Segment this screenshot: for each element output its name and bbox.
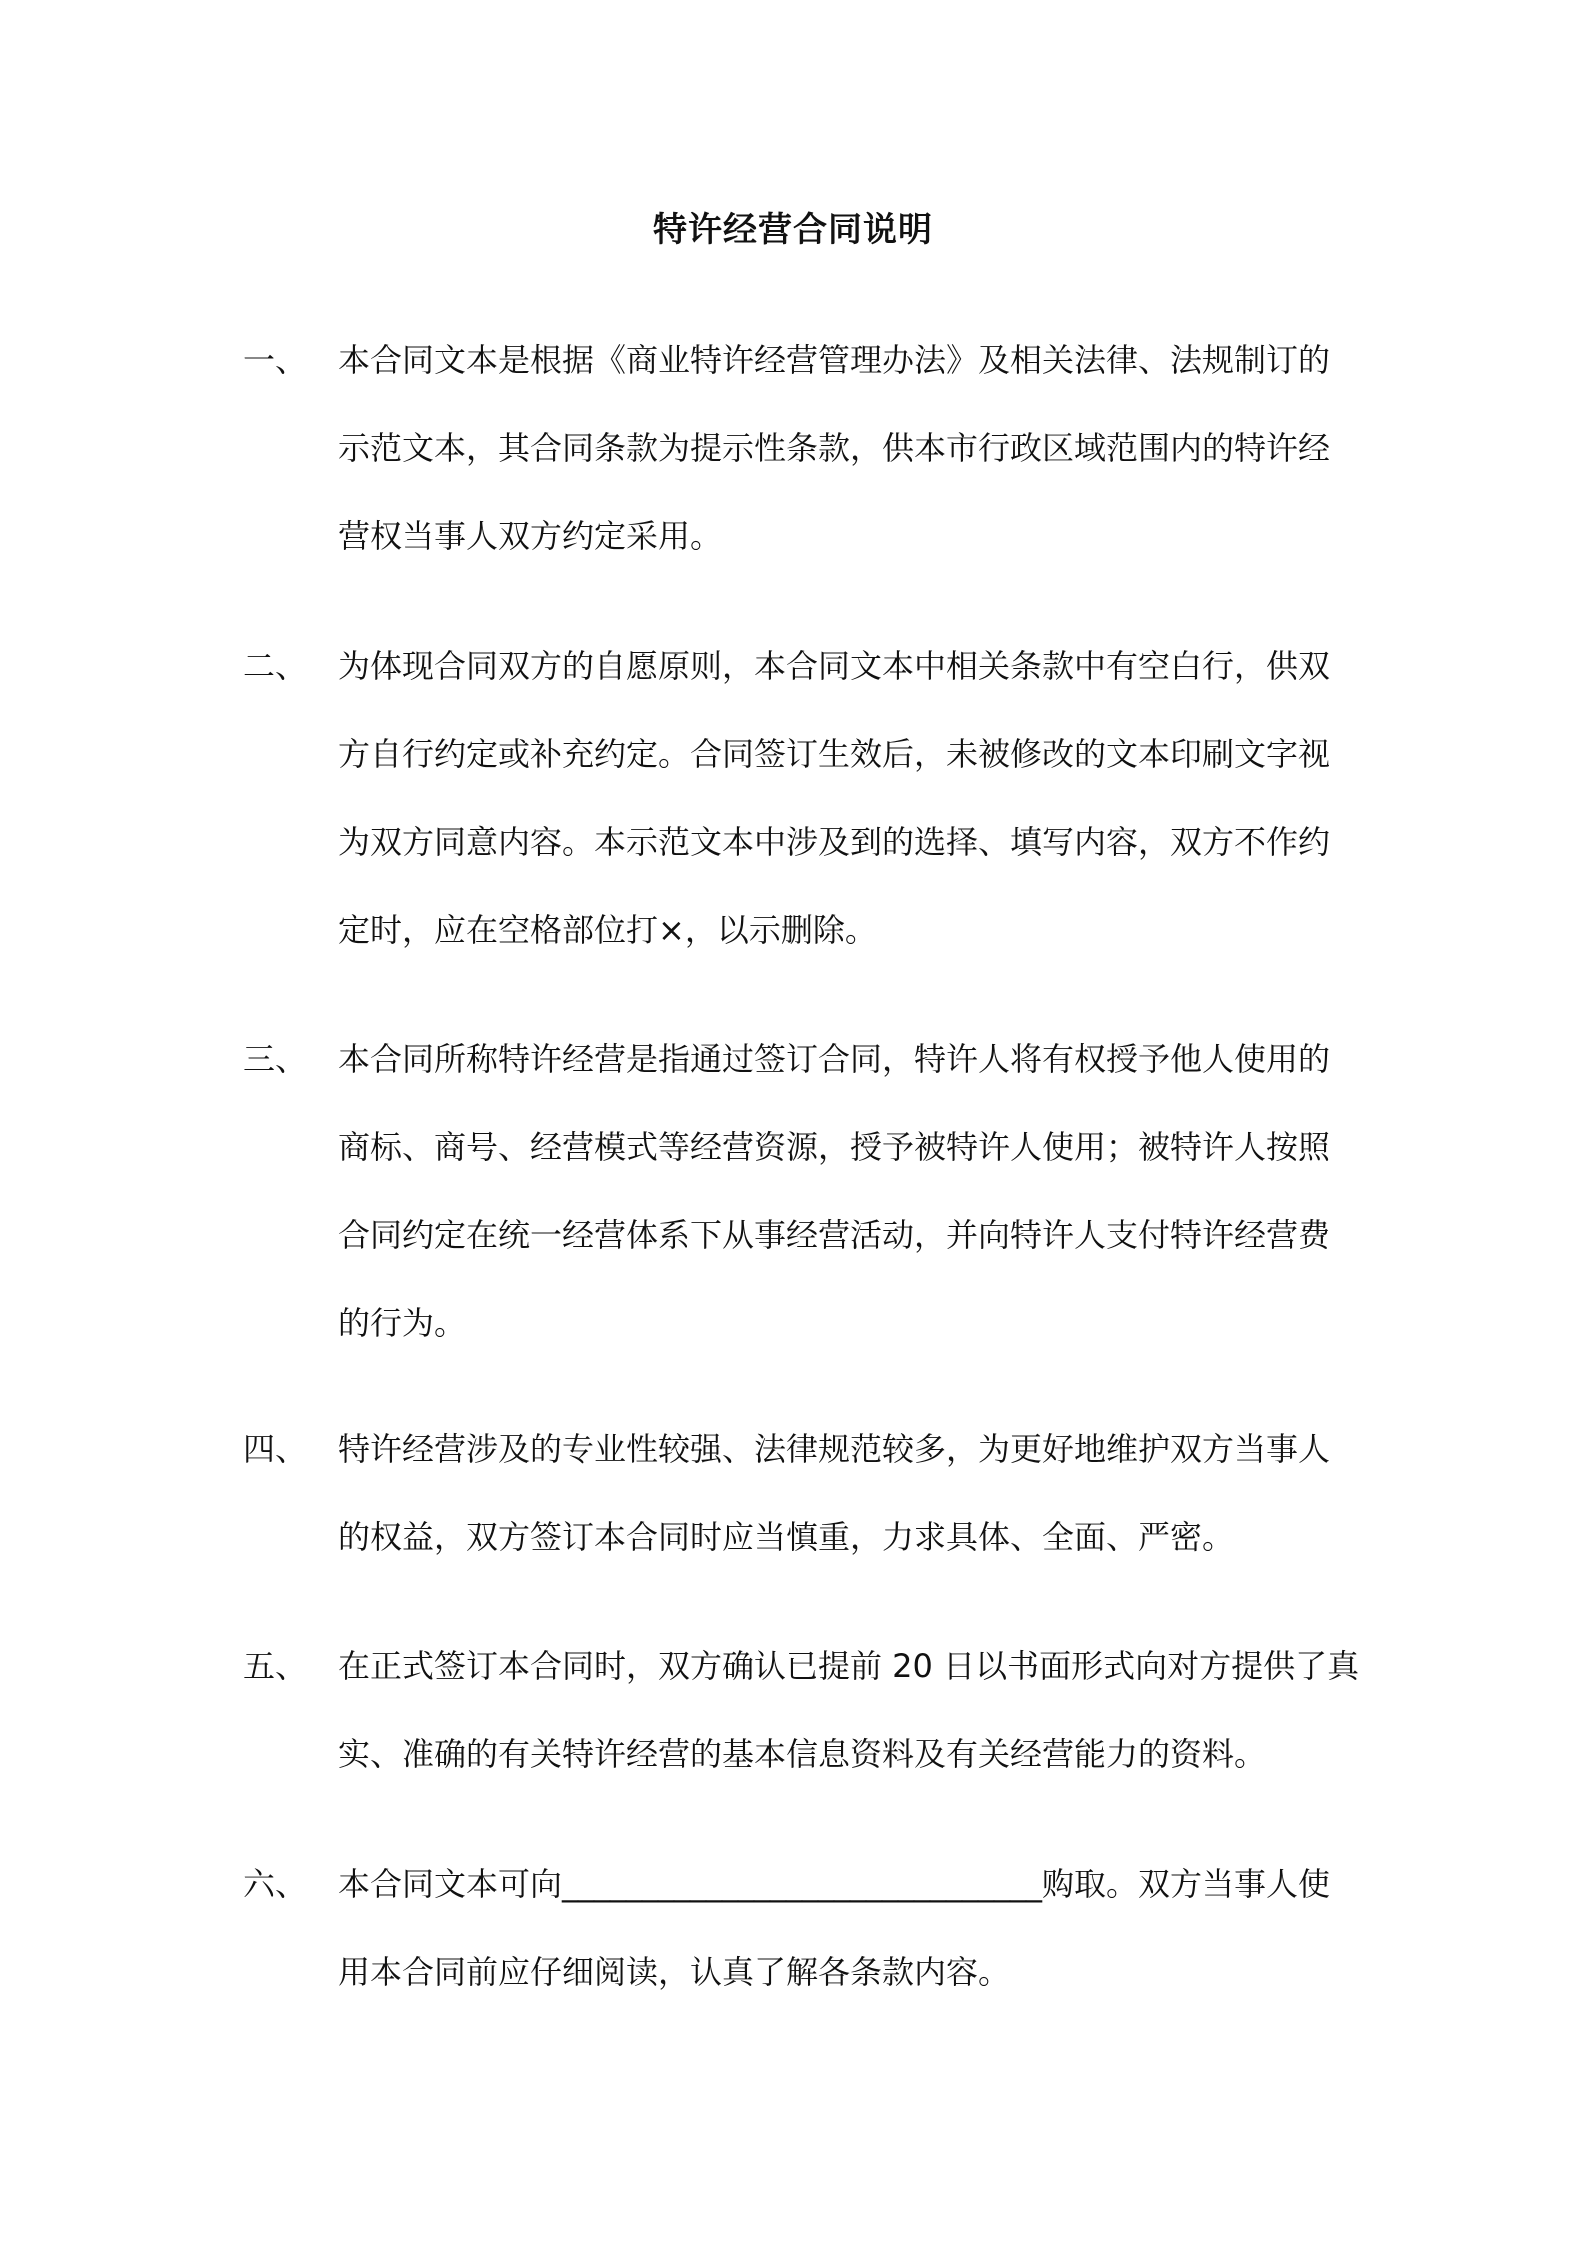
clause-number: 二、: [243, 647, 308, 685]
clause-text: [338, 622, 1356, 974]
clause-line: 本合同所称特许经营是指通过签订合同，特许人将有权授予他人使用的: [338, 1040, 1331, 1078]
clause-line: 用本合同前应仔细阅读，认真了解各条款内容。: [338, 1953, 1011, 1991]
clause-text: [338, 1840, 1356, 2016]
clause-line: 商标、商号、经营模式等经营资源，授予被特许人使用；被特许人按照: [338, 1128, 1331, 1166]
clause-number: 三、: [243, 1040, 308, 1078]
clause-number: 五、: [243, 1647, 308, 1685]
clause-text: [338, 1015, 1356, 1367]
clause-line: 营权当事人双方约定采用。: [338, 517, 723, 555]
clause-number: 六、: [243, 1865, 308, 1903]
clause-line: 示范文本，其合同条款为提示性条款，供本市行政区域范围内的特许经: [338, 429, 1331, 467]
clause-line: 为双方同意内容。本示范文本中涉及到的选择、填写内容，双方不作约: [338, 823, 1331, 861]
clause-number: 四、: [243, 1430, 308, 1468]
clause-line: 特许经营涉及的专业性较强、法律规范较多，为更好地维护双方当事人: [338, 1430, 1331, 1468]
clause-text: [338, 1622, 1360, 1798]
clause-line: 本合同文本是根据《商业特许经营管理办法》及相关法律、法规制订的: [338, 341, 1331, 379]
clause-line: 合同约定在统一经营体系下从事经营活动，并向特许人支付特许经营费: [338, 1216, 1331, 1254]
clause-line: 为体现合同双方的自愿原则，本合同文本中相关条款中有空白行，供双: [338, 647, 1331, 685]
clause-line: 的行为。: [338, 1304, 467, 1342]
clause-line: 方自行约定或补充约定。合同签订生效后，未被修改的文本印刷文字视: [338, 735, 1331, 773]
page-title: 特许经营合同说明: [653, 210, 933, 250]
clause-text: [338, 316, 1356, 580]
clause-text: [338, 1405, 1356, 1581]
clause-line: 本合同文本可向______________________________购取。双方当事人使: [338, 1865, 1331, 1903]
clause-line: 在正式签订本合同时，双方确认已提前 20 日以书面形式向对方提供了真: [338, 1647, 1360, 1685]
clause-number: 一、: [243, 341, 308, 379]
clause-line: 实、准确的有关特许经营的基本信息资料及有关经营能力的资料。: [338, 1735, 1267, 1773]
clause-line: 的权益，双方签订本合同时应当慎重，力求具体、全面、严密。: [338, 1518, 1235, 1556]
clause-line: 定时，应在空格部位打×，以示删除。: [338, 911, 877, 949]
